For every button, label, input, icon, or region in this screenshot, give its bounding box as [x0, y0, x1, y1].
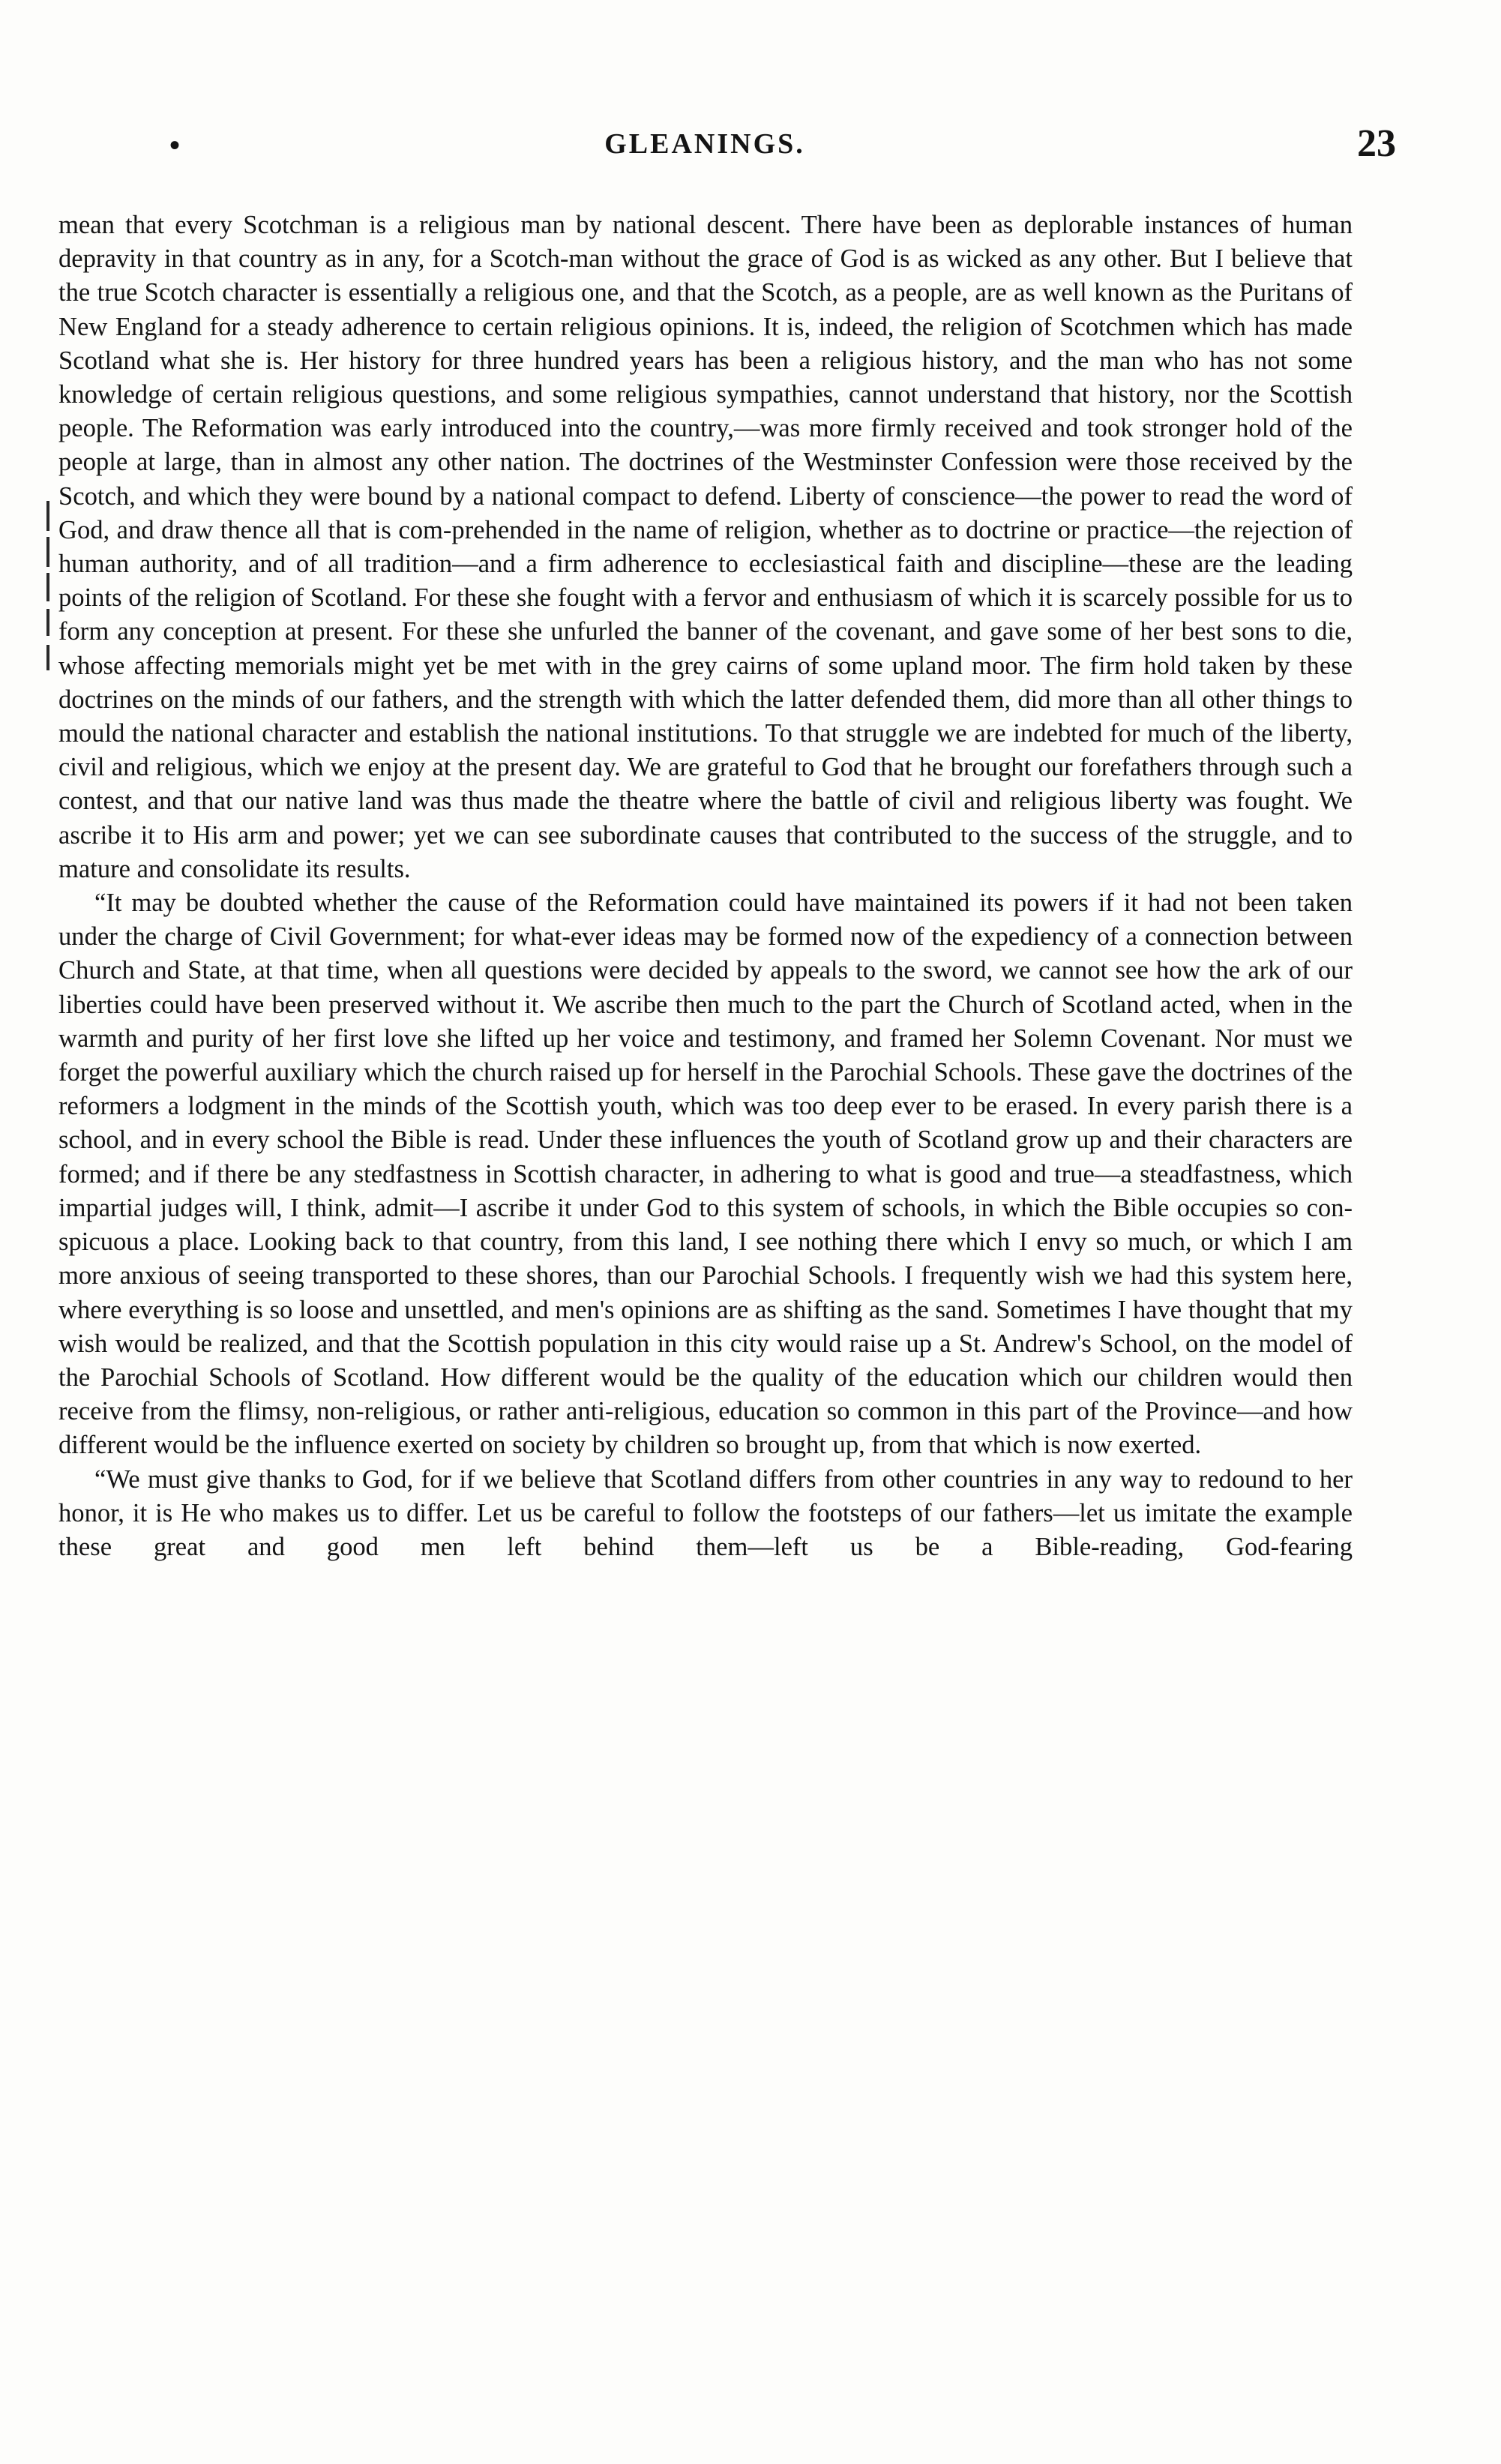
page-number: 23	[1357, 122, 1396, 165]
margin-rule-mark	[46, 573, 49, 601]
paragraph: “We must give thanks to God, for if we believe that Scotland differs from other countries in any way to redound to her honor, it is He who makes us to differ. Let us be careful to follow the footsteps of our fathers—let us imitate the example these great and good men left behind them—left us be a Bible-reading, God-fearing	[58, 1464, 1353, 1561]
running-title: GLEANINGS.	[604, 128, 805, 160]
margin-rule-mark	[46, 501, 49, 531]
paragraph: “It may be doubted whether the cause of the Reformation could have maintained its powers if it had not been taken under the charge of Civil Government; for what-ever ideas may be formed now of the expediency of a connection between Church and State, at that time, when all questions were decided by appeals to the sword, we cannot see how the ark of our liberties could have been preserved without it. We ascribe then much to the part the Church of Scotland acted, when in the warmth and purity of her first love she lifted up her voice and testimony, and framed her Solemn Covenant. Nor must we forget the powerful auxiliary which the church raised up for herself in the Parochial Schools. These gave the doctrines of the reformers a lodgment in the minds of the Scottish youth, which was too deep ever to be erased. In every parish there is a school, and in every school the Bible is read. Under these influences the youth of Scotland grow up and their characters are formed; and if there be any stedfastness in Scottish character, in adhering to what is good and true—a steadfastness, which impartial judges will, I think, admit—I ascribe it under God to this system of schools, in which the Bible occupies so con-spicuous a place. Looking back to that country, from this land, I see nothing there which I envy so much, or which I am more anxious of seeing transported to these shores, than our Parochial Schools. I frequently wish we had this system here, where everything is so loose and unsettled, and men's opinions are as shifting as the sand. Sometimes I have thought that my wish would be realized, and that the Scottish population in this city would raise up a St. Andrew's School, on the model of the Parochial Schools of Scotland. How different would be the quality of the education which our children would then receive from the flimsy, non-religious, or rather anti-religious, education so common in this part of the Province—and how different would be the influence exerted on society by children so brought up, from that which is now exerted.	[58, 889, 1353, 1460]
margin-rule-mark	[46, 609, 49, 636]
margin-rule-mark	[46, 537, 49, 567]
printer-mark: •	[169, 128, 181, 162]
paragraph: mean that every Scotchman is a religious man by national descent. There have been as deplorable instances of human depravity in that country as in any, for a Scotch-man without the grace of God is as wicked as any other. But I believe that the true Scotch character is essentially a religious one, and that the Scotch, as a people, are as well known as the Puritans of New England for a steady adherence to certain religious opinions. It is, indeed, the religion of Scotchmen which has made Scotland what she is. Her history for three hundred years has been a religious history, and the man who has not some knowledge of certain religious questions, and some religious sympathies, cannot understand that history, nor the Scottish people. The Reformation was early introduced into the country,—was more firmly received and took stronger hold of the people at large, than in almost any other nation. The doctrines of the Westminster Confession were those received by the Scotch, and which they were bound by a national compact to defend. Liberty of conscience—the power to read the word of God, and draw thence all that is com-prehended in the name of religion, whether as to doctrine or practice—the rejection of human authority, and of all tradition—and a firm adherence to ecclesiastical faith and discipline—these are the leading points of the religion of Scotland. For these she fought with a fervor and enthusiasm of which it is scarcely possible for us to form any conception at present. For these she unfurled the banner of the covenant, and gave some of her best sons to die, whose affecting memorials might yet be met with in the grey cairns of some upland moor. The firm hold taken by these doctrines on the minds of our fathers, and the strength with which the latter defended them, did more than all other things to mould the national character and establish the national institutions. To that struggle we are indebted for much of the liberty, civil and religious, which we enjoy at the present day. We are grateful to God that he brought our forefathers through such a contest, and that our native land was thus made the theatre where the battle of civil and religious liberty was fought. We ascribe it to His arm and power; yet we can see subordinate causes that contributed to the success of the struggle, and to mature and consolidate its results.	[58, 211, 1353, 883]
body-text	[58, 208, 1353, 1564]
margin-rule-mark	[46, 645, 49, 670]
running-head	[58, 122, 1396, 172]
